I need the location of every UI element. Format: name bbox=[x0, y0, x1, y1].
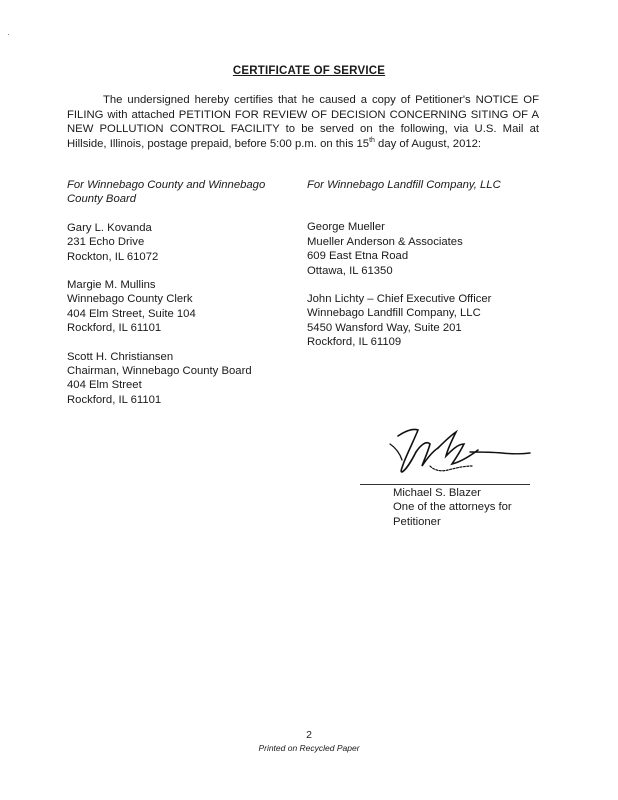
recipient-name: George Mueller bbox=[307, 221, 385, 234]
signature-line bbox=[360, 484, 530, 485]
recipient-block bbox=[67, 350, 297, 408]
recipient-name: Margie M. Mullins bbox=[67, 279, 156, 292]
page-number: 2 bbox=[306, 729, 312, 741]
recipient-address-line: 5450 Wansford Way, Suite 201 bbox=[307, 321, 462, 334]
recipient-address-line: Rockford, IL 61101 bbox=[67, 393, 162, 406]
signer-block bbox=[393, 486, 512, 529]
left-column-heading: For Winnebago County and Winnebago County Board bbox=[67, 179, 266, 206]
recipient-address-line: Mueller Anderson & Associates bbox=[307, 235, 463, 248]
recipient-address-line: 404 Elm Street, Suite 104 bbox=[67, 307, 196, 320]
recipient-block bbox=[67, 278, 297, 336]
signer-role-continued: Petitioner bbox=[393, 515, 441, 528]
day-ordinal-suffix: th bbox=[369, 137, 375, 145]
recipient-address-line: Winnebago Landfill Company, LLC bbox=[307, 307, 481, 320]
footer-note: Printed on Recycled Paper bbox=[258, 743, 360, 753]
recipient-address-line: Winnebago County Clerk bbox=[67, 293, 193, 306]
recipient-address-line: Ottawa, IL 61350 bbox=[307, 264, 393, 277]
recipient-address-line: 231 Echo Drive bbox=[67, 236, 145, 249]
recipient-address-line: Rockton, IL 61072 bbox=[67, 250, 159, 263]
recipient-block bbox=[307, 292, 547, 350]
recipient-address-line: Rockford, IL 61109 bbox=[307, 336, 402, 349]
recipient-address-line: 404 Elm Street bbox=[67, 379, 142, 392]
recipient-block bbox=[67, 221, 297, 264]
signature-drawing bbox=[360, 422, 540, 484]
service-list-right bbox=[307, 178, 547, 350]
signer-name: Michael S. Blazer bbox=[393, 487, 481, 499]
handwritten-signature bbox=[360, 422, 540, 484]
right-column-heading: For Winnebago Landfill Company, LLC bbox=[307, 179, 501, 191]
recipient-address-line: 609 East Etna Road bbox=[307, 250, 409, 263]
service-list-left bbox=[67, 178, 297, 407]
document-title: CERTIFICATE OF SERVICE bbox=[232, 65, 386, 77]
recipient-address-line: Rockford, IL 61101 bbox=[67, 322, 162, 335]
scan-speck bbox=[8, 34, 9, 35]
recipient-name: John Lichty – Chief Executive Officer bbox=[307, 293, 492, 306]
certification-text: The undersigned hereby certifies that he caused a copy of Petitioner's NOTICE OF FILING with attached PETITION FOR REVIEW OF DECISION CONCERNING SITING OF A NEW POLLUTION CONTROL FACILITY to be served on the following, via U.S. Mail at Hillside, Illinois, postage prepaid, before 5:00 p.m. on this 15 bbox=[67, 94, 539, 150]
certification-paragraph bbox=[67, 93, 539, 151]
signer-role: One of the attorneys for bbox=[393, 501, 512, 514]
recipient-address-line: Chairman, Winnebago County Board bbox=[67, 365, 252, 378]
recipient-name: Gary L. Kovanda bbox=[67, 221, 152, 234]
certification-text-end: day of August, 2012: bbox=[374, 137, 482, 150]
recipient-block bbox=[307, 220, 547, 278]
recipient-name: Scott H. Christiansen bbox=[67, 350, 174, 363]
